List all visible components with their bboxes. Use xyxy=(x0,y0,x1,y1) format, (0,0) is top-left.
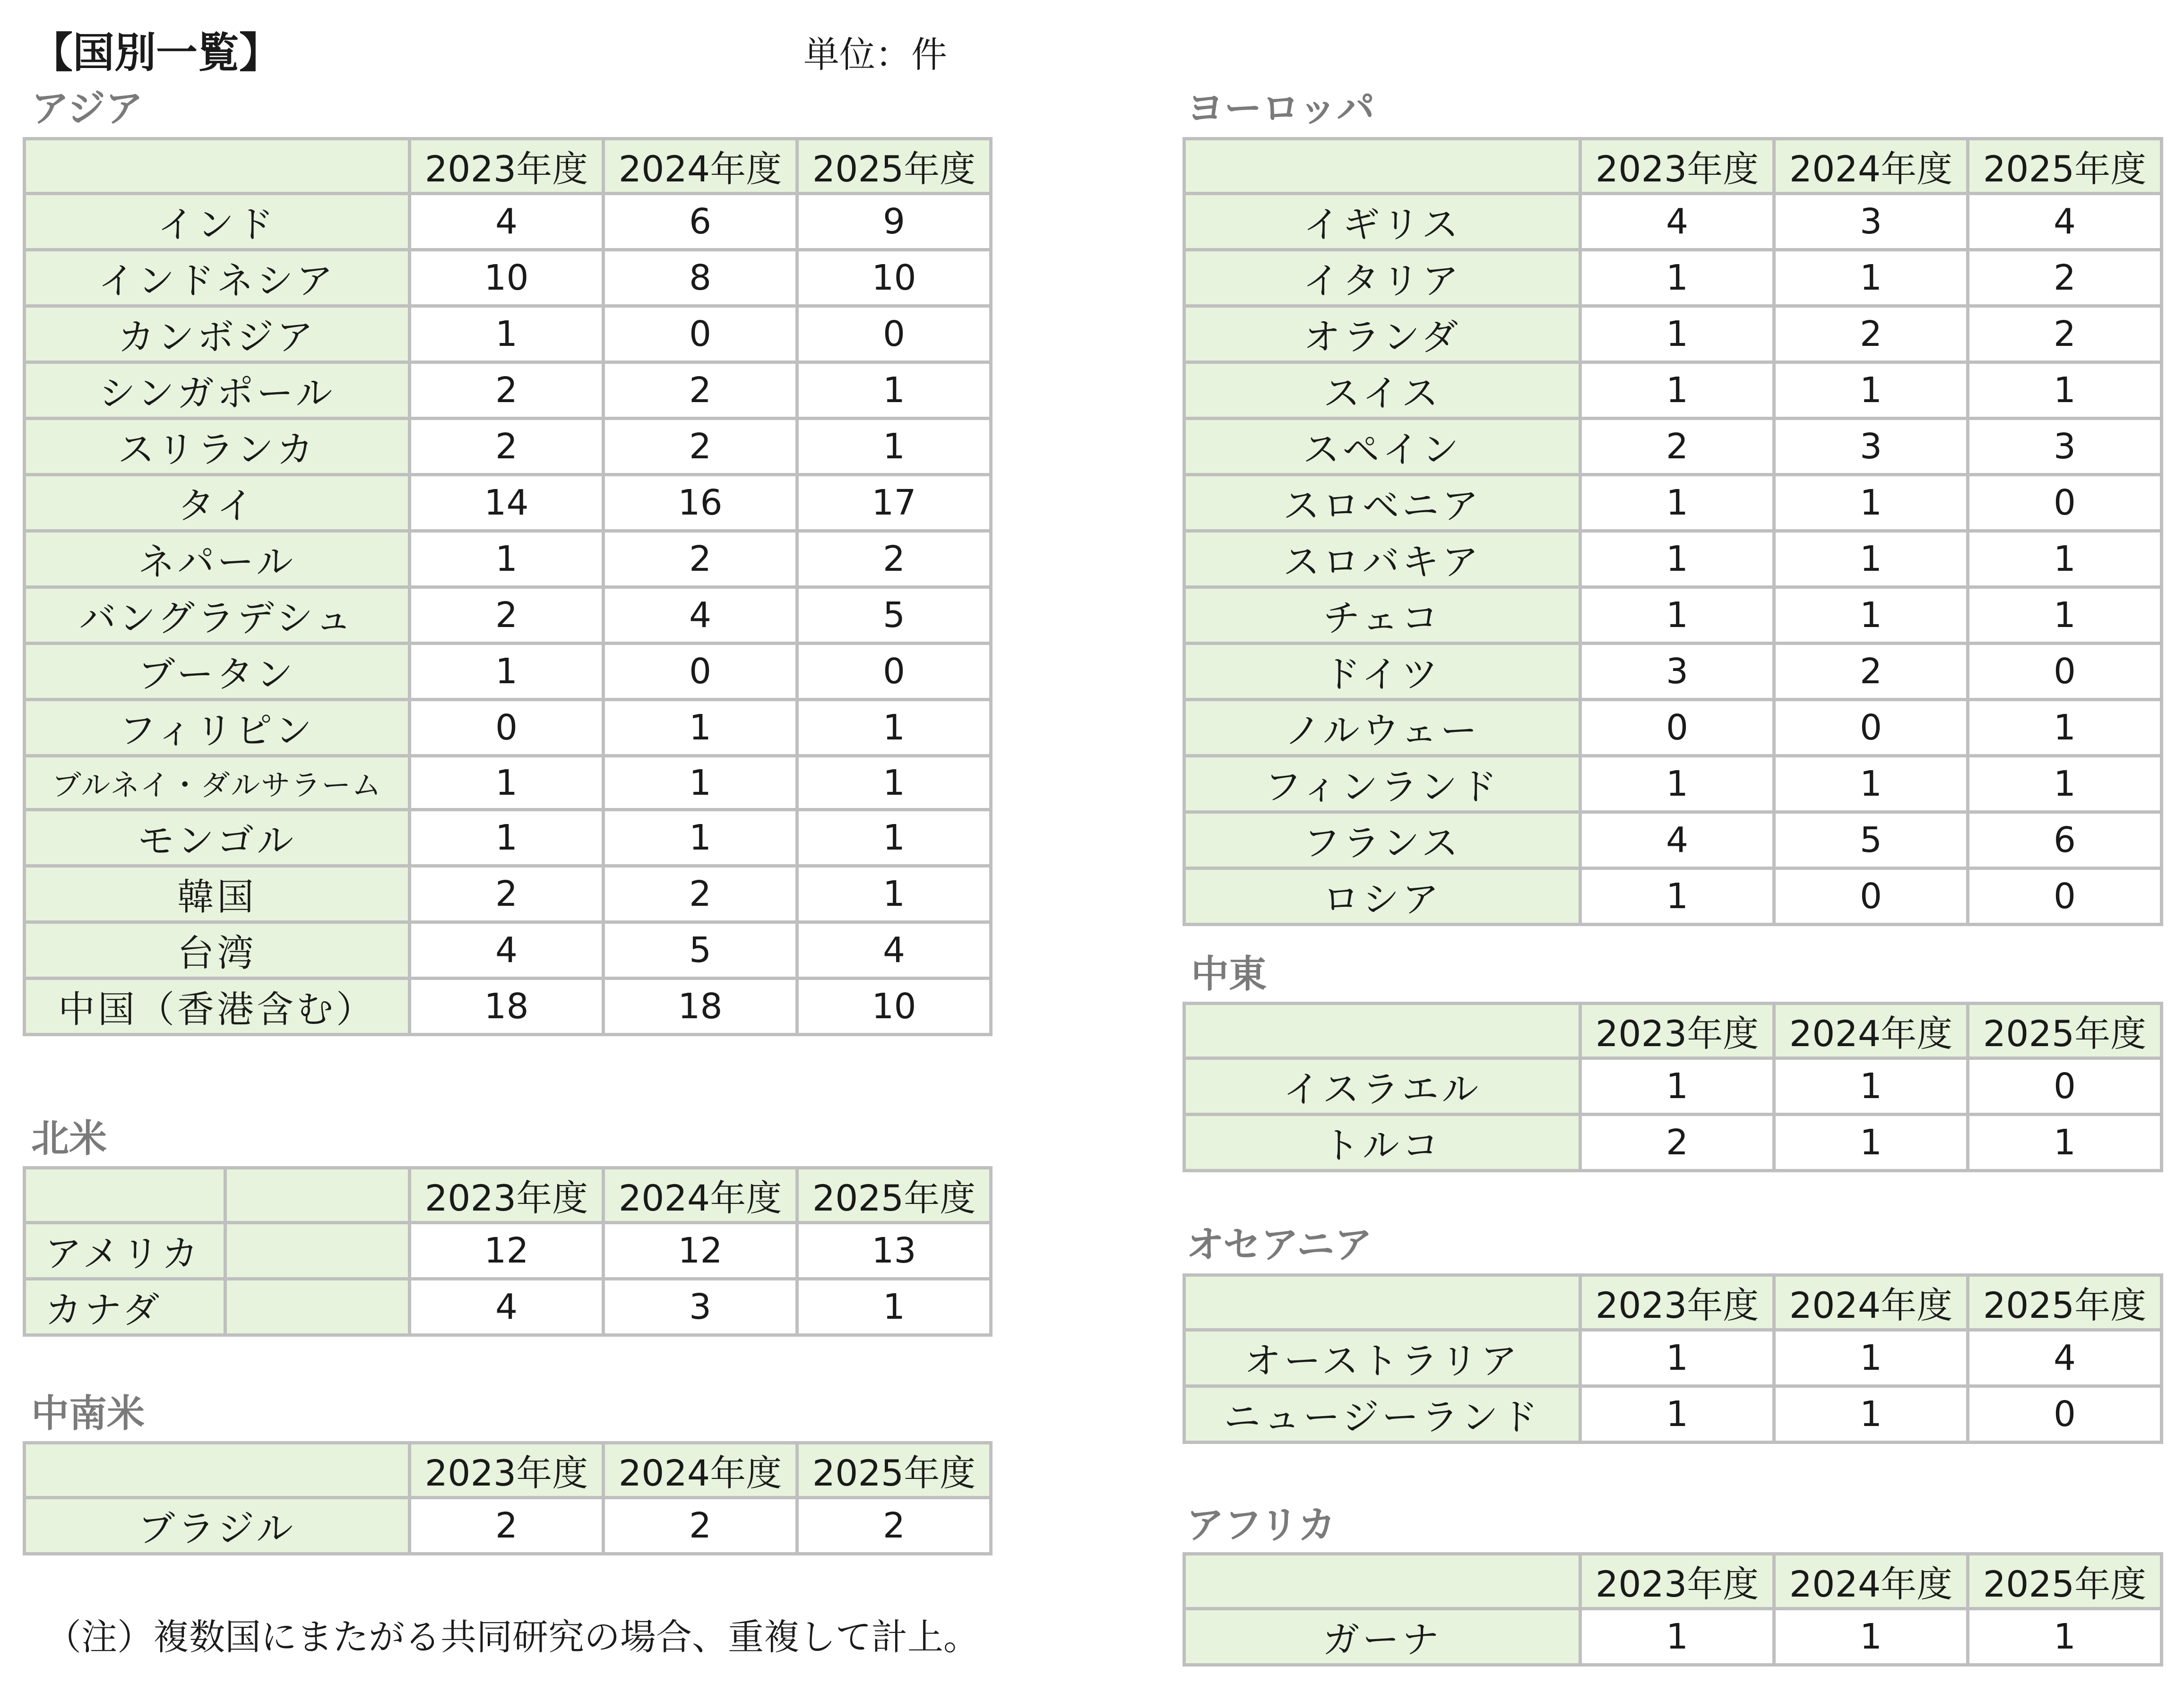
count-cell: 1 xyxy=(1580,362,1774,419)
header-corner-cell xyxy=(25,1443,410,1498)
africa-table xyxy=(1183,1552,2163,1667)
country-row xyxy=(25,756,991,810)
country-row xyxy=(25,810,991,866)
count-cell: 1 xyxy=(1774,587,1968,644)
count-cell: 1 xyxy=(797,756,991,810)
count-cell: 1 xyxy=(1968,700,2162,756)
count-cell: 2 xyxy=(1968,250,2162,306)
year-header-cell: 2024年度 xyxy=(1774,1004,1968,1058)
country-name-cell: ドイツ xyxy=(1184,644,1580,700)
count-cell: 3 xyxy=(1774,194,1968,250)
header-row xyxy=(1184,1554,2162,1609)
year-header-cell: 2023年度 xyxy=(410,1443,604,1498)
count-cell: 1 xyxy=(1968,531,2162,587)
header-row xyxy=(1184,1004,2162,1058)
country-row xyxy=(1184,1115,2162,1171)
count-cell: 4 xyxy=(1580,194,1774,250)
country-name-cell: ロシア xyxy=(1184,868,1580,925)
country-name-cell: ノルウェー xyxy=(1184,700,1580,756)
country-name-cell: スロバキア xyxy=(1184,531,1580,587)
count-cell: 10 xyxy=(797,979,991,1035)
count-cell: 1 xyxy=(1580,756,1774,812)
country-name-cell: ガーナ xyxy=(1184,1609,1580,1665)
header-row xyxy=(25,139,991,194)
count-cell: 9 xyxy=(797,194,991,250)
count-cell: 2 xyxy=(1774,644,1968,700)
count-cell: 2 xyxy=(797,1498,991,1554)
year-header-cell: 2024年度 xyxy=(1774,139,1968,194)
count-cell: 1 xyxy=(1580,868,1774,925)
count-cell: 1 xyxy=(797,700,991,756)
count-cell: 13 xyxy=(797,1223,991,1279)
count-cell: 3 xyxy=(1774,419,1968,475)
country-row xyxy=(1184,587,2162,644)
country-row xyxy=(1184,419,2162,475)
blank-cell xyxy=(225,1279,410,1335)
country-name-cell: オランダ xyxy=(1184,306,1580,362)
year-header-cell: 2023年度 xyxy=(1580,1554,1774,1609)
count-cell: 4 xyxy=(410,922,604,979)
header-row xyxy=(1184,139,2162,194)
asia-table xyxy=(23,137,993,1036)
count-cell: 2 xyxy=(604,531,797,587)
country-name-cell: 韓国 xyxy=(25,866,410,922)
country-row xyxy=(25,362,991,419)
year-header-cell: 2025年度 xyxy=(1968,1275,2162,1330)
count-cell: 18 xyxy=(410,979,604,1035)
count-cell: 1 xyxy=(1580,1386,1774,1443)
country-row xyxy=(1184,531,2162,587)
year-header-cell: 2023年度 xyxy=(410,1168,604,1223)
country-row xyxy=(1184,756,2162,812)
count-cell: 1 xyxy=(604,810,797,866)
year-header-cell: 2025年度 xyxy=(797,139,991,194)
country-name-cell: スペイン xyxy=(1184,419,1580,475)
count-cell: 1 xyxy=(1774,756,1968,812)
country-row xyxy=(1184,1609,2162,1665)
count-cell: 1 xyxy=(1774,1058,1968,1115)
count-cell: 0 xyxy=(604,306,797,362)
count-cell: 2 xyxy=(1968,306,2162,362)
count-cell: 0 xyxy=(1774,700,1968,756)
count-cell: 4 xyxy=(1580,812,1774,868)
country-name-cell: スイス xyxy=(1184,362,1580,419)
country-name-cell: ニュージーランド xyxy=(1184,1386,1580,1443)
count-cell: 4 xyxy=(410,1279,604,1335)
count-cell: 12 xyxy=(604,1223,797,1279)
country-row xyxy=(25,866,991,922)
country-row xyxy=(1184,1386,2162,1443)
country-name-cell: 中国（香港含む） xyxy=(25,979,410,1035)
count-cell: 2 xyxy=(604,1498,797,1554)
count-cell: 4 xyxy=(797,922,991,979)
year-header-cell: 2025年度 xyxy=(797,1443,991,1498)
country-row xyxy=(1184,1058,2162,1115)
country-name-cell: ブルネイ・ダルサラーム xyxy=(25,756,410,810)
count-cell: 1 xyxy=(1580,531,1774,587)
country-name-cell: ネパール xyxy=(25,531,410,587)
year-header-cell: 2023年度 xyxy=(410,139,604,194)
year-header-cell: 2024年度 xyxy=(604,1443,797,1498)
count-cell: 2 xyxy=(410,866,604,922)
count-cell: 2 xyxy=(604,866,797,922)
count-cell: 0 xyxy=(1968,644,2162,700)
region-title-africa: アフリカ xyxy=(1186,1503,1336,1547)
year-header-cell: 2025年度 xyxy=(1968,1004,2162,1058)
country-name-cell: カナダ xyxy=(25,1279,225,1335)
count-cell: 2 xyxy=(1774,306,1968,362)
count-cell: 2 xyxy=(410,419,604,475)
count-cell: 1 xyxy=(410,756,604,810)
count-cell: 1 xyxy=(604,700,797,756)
count-cell: 0 xyxy=(1968,475,2162,531)
count-cell: 1 xyxy=(1968,1609,2162,1665)
count-cell: 3 xyxy=(1580,644,1774,700)
count-cell: 1 xyxy=(1580,587,1774,644)
count-cell: 1 xyxy=(797,419,991,475)
country-name-cell: シンガポール xyxy=(25,362,410,419)
count-cell: 2 xyxy=(604,362,797,419)
count-cell: 4 xyxy=(410,194,604,250)
count-cell: 1 xyxy=(1968,362,2162,419)
europe-table xyxy=(1183,137,2163,926)
count-cell: 2 xyxy=(1580,1115,1774,1171)
region-title-oceania: オセアニア xyxy=(1186,1223,1373,1267)
country-row xyxy=(25,922,991,979)
count-cell: 1 xyxy=(1580,475,1774,531)
count-cell: 2 xyxy=(604,419,797,475)
count-cell: 0 xyxy=(410,700,604,756)
count-cell: 1 xyxy=(604,756,797,810)
count-cell: 18 xyxy=(604,979,797,1035)
count-cell: 2 xyxy=(410,1498,604,1554)
unit-label: 単位：件 xyxy=(803,34,947,76)
year-header-cell: 2024年度 xyxy=(604,139,797,194)
count-cell: 1 xyxy=(1774,1115,1968,1171)
header-row xyxy=(1184,1275,2162,1330)
country-name-cell: カンボジア xyxy=(25,306,410,362)
count-cell: 3 xyxy=(1968,419,2162,475)
header-corner-cell xyxy=(225,1168,410,1223)
count-cell: 1 xyxy=(797,810,991,866)
count-cell: 1 xyxy=(410,810,604,866)
count-cell: 0 xyxy=(1774,868,1968,925)
year-header-cell: 2024年度 xyxy=(1774,1275,1968,1330)
count-cell: 0 xyxy=(1968,1058,2162,1115)
count-cell: 6 xyxy=(1968,812,2162,868)
year-header-cell: 2025年度 xyxy=(797,1168,991,1223)
north-america-table xyxy=(23,1166,993,1337)
latin-america-table xyxy=(23,1441,993,1555)
count-cell: 1 xyxy=(1580,1330,1774,1386)
country-name-cell: イスラエル xyxy=(1184,1058,1580,1115)
country-name-cell: トルコ xyxy=(1184,1115,1580,1171)
count-cell: 0 xyxy=(797,644,991,700)
count-cell: 1 xyxy=(1774,1386,1968,1443)
country-name-cell: フィリピン xyxy=(25,700,410,756)
country-row xyxy=(1184,1330,2162,1386)
header-corner-cell xyxy=(25,1168,225,1223)
country-name-cell: オーストラリア xyxy=(1184,1330,1580,1386)
count-cell: 1 xyxy=(1774,531,1968,587)
country-name-cell: タイ xyxy=(25,475,410,531)
country-row xyxy=(25,700,991,756)
count-cell: 1 xyxy=(1580,1058,1774,1115)
count-cell: 1 xyxy=(1774,250,1968,306)
year-header-cell: 2023年度 xyxy=(1580,1004,1774,1058)
country-name-cell: イギリス xyxy=(1184,194,1580,250)
country-row xyxy=(1184,306,2162,362)
country-name-cell: 台湾 xyxy=(25,922,410,979)
country-row xyxy=(25,475,991,531)
count-cell: 1 xyxy=(1580,250,1774,306)
count-cell: 0 xyxy=(1968,1386,2162,1443)
country-row xyxy=(25,419,991,475)
count-cell: 0 xyxy=(1580,700,1774,756)
count-cell: 1 xyxy=(410,531,604,587)
middle-east-table xyxy=(1183,1002,2163,1172)
country-name-cell: インド xyxy=(25,194,410,250)
country-name-cell: チェコ xyxy=(1184,587,1580,644)
count-cell: 16 xyxy=(604,475,797,531)
year-header-cell: 2025年度 xyxy=(1968,1554,2162,1609)
country-name-cell: スリランカ xyxy=(25,419,410,475)
count-cell: 10 xyxy=(797,250,991,306)
count-cell: 2 xyxy=(1580,419,1774,475)
country-row xyxy=(1184,475,2162,531)
count-cell: 6 xyxy=(604,194,797,250)
count-cell: 4 xyxy=(604,587,797,644)
page-title: 【国別一覧】 xyxy=(31,28,281,77)
count-cell: 2 xyxy=(797,531,991,587)
country-name-cell: ブータン xyxy=(25,644,410,700)
country-row xyxy=(25,1279,991,1335)
country-name-cell: バングラデシュ xyxy=(25,587,410,644)
header-row xyxy=(25,1168,991,1223)
count-cell: 1 xyxy=(797,1279,991,1335)
region-title-latin-america: 中南米 xyxy=(31,1392,145,1435)
country-row xyxy=(1184,812,2162,868)
count-cell: 0 xyxy=(797,306,991,362)
count-cell: 4 xyxy=(1968,194,2162,250)
country-name-cell: モンゴル xyxy=(25,810,410,866)
blank-cell xyxy=(225,1223,410,1279)
count-cell: 1 xyxy=(1774,1330,1968,1386)
count-cell: 1 xyxy=(1968,1115,2162,1171)
region-title-middle-east: 中東 xyxy=(1191,952,1267,996)
header-corner-cell xyxy=(1184,139,1580,194)
count-cell: 3 xyxy=(604,1279,797,1335)
country-row xyxy=(25,306,991,362)
count-cell: 1 xyxy=(797,866,991,922)
year-header-cell: 2024年度 xyxy=(604,1168,797,1223)
count-cell: 1 xyxy=(1580,306,1774,362)
year-header-cell: 2023年度 xyxy=(1580,1275,1774,1330)
count-cell: 8 xyxy=(604,250,797,306)
count-cell: 1 xyxy=(1774,475,1968,531)
country-row xyxy=(1184,250,2162,306)
country-name-cell: フィンランド xyxy=(1184,756,1580,812)
country-name-cell: フランス xyxy=(1184,812,1580,868)
country-row xyxy=(25,531,991,587)
count-cell: 1 xyxy=(1774,1609,1968,1665)
country-row xyxy=(25,644,991,700)
count-cell: 4 xyxy=(1968,1330,2162,1386)
country-row xyxy=(25,1223,991,1279)
country-name-cell: アメリカ xyxy=(25,1223,225,1279)
count-cell: 0 xyxy=(604,644,797,700)
country-row xyxy=(1184,362,2162,419)
count-cell: 1 xyxy=(1968,587,2162,644)
year-header-cell: 2025年度 xyxy=(1968,139,2162,194)
region-title-asia: アジア xyxy=(31,86,143,130)
count-cell: 5 xyxy=(604,922,797,979)
country-row xyxy=(1184,644,2162,700)
country-name-cell: スロベニア xyxy=(1184,475,1580,531)
country-name-cell: ブラジル xyxy=(25,1498,410,1554)
footnote: （注）複数国にまたがる共同研究の場合、重複して計上。 xyxy=(45,1616,979,1658)
header-corner-cell xyxy=(25,139,410,194)
count-cell: 2 xyxy=(410,362,604,419)
count-cell: 5 xyxy=(1774,812,1968,868)
count-cell: 0 xyxy=(1968,868,2162,925)
country-row xyxy=(25,1498,991,1554)
country-row xyxy=(25,587,991,644)
header-row xyxy=(25,1443,991,1498)
year-header-cell: 2024年度 xyxy=(1774,1554,1968,1609)
count-cell: 5 xyxy=(797,587,991,644)
country-row xyxy=(25,250,991,306)
count-cell: 1 xyxy=(797,362,991,419)
region-title-north-america: 北米 xyxy=(31,1117,107,1160)
count-cell: 1 xyxy=(1774,362,1968,419)
count-cell: 1 xyxy=(1580,1609,1774,1665)
oceania-table xyxy=(1183,1273,2163,1444)
count-cell: 1 xyxy=(410,306,604,362)
country-name-cell: イタリア xyxy=(1184,250,1580,306)
header-corner-cell xyxy=(1184,1554,1580,1609)
count-cell: 1 xyxy=(1968,756,2162,812)
year-header-cell: 2023年度 xyxy=(1580,139,1774,194)
count-cell: 17 xyxy=(797,475,991,531)
country-row xyxy=(25,194,991,250)
country-row xyxy=(1184,194,2162,250)
country-row xyxy=(25,979,991,1035)
header-corner-cell xyxy=(1184,1275,1580,1330)
country-row xyxy=(1184,868,2162,925)
count-cell: 1 xyxy=(410,644,604,700)
count-cell: 10 xyxy=(410,250,604,306)
count-cell: 2 xyxy=(410,587,604,644)
count-cell: 12 xyxy=(410,1223,604,1279)
count-cell: 14 xyxy=(410,475,604,531)
country-row xyxy=(1184,700,2162,756)
header-corner-cell xyxy=(1184,1004,1580,1058)
region-title-europe: ヨーロッパ xyxy=(1186,86,1375,130)
country-name-cell: インドネシア xyxy=(25,250,410,306)
